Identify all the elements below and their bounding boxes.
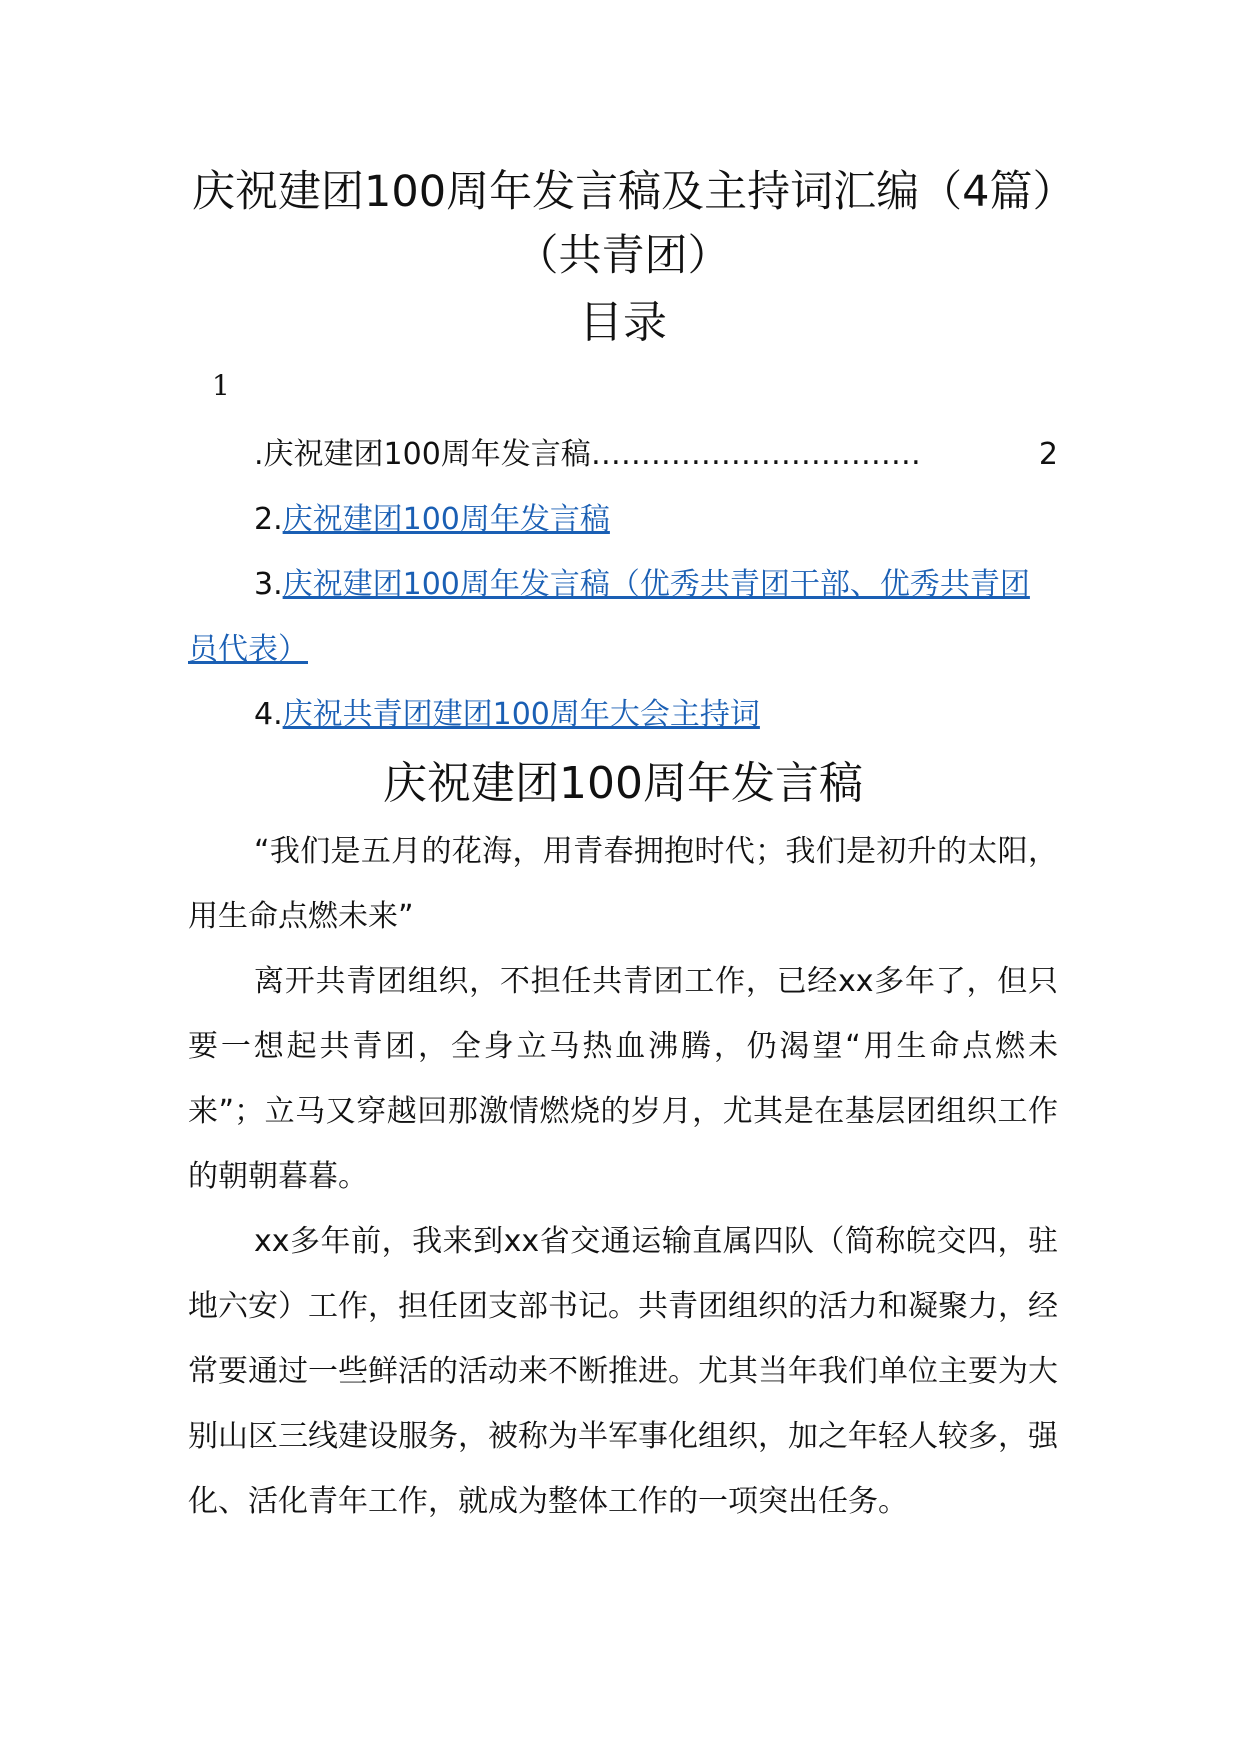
- toc-item-prefix: 2.: [254, 502, 283, 537]
- toc-leader-dots: ……………………………: [590, 437, 921, 472]
- toc-link-2[interactable]: 庆祝建团100周年发言稿: [282, 502, 610, 537]
- toc-item-prefix: 3.: [254, 567, 283, 602]
- toc-item-label: 庆祝建团100周年发言稿: [263, 437, 591, 472]
- toc-item-page: 2: [1038, 437, 1058, 472]
- toc-item-1[interactable]: [188, 422, 1058, 487]
- document-title: 庆祝建团100周年发言稿及主持词汇编（4篇）（共青团）: [192, 167, 1054, 281]
- toc-heading: 目录: [579, 297, 667, 348]
- toc-item-prefix: .: [254, 437, 264, 472]
- toc-link-4[interactable]: 庆祝共青团建团100周年大会主持词: [282, 697, 760, 732]
- section-title: 庆祝建团100周年发言稿: [383, 758, 863, 809]
- body-paragraph: 离开共青团组织，不担任共青团工作，已经xx多年了，但只要一想起共青团，全身立马热血沸腾，仍渴望“用生命点燃未来”；立马又穿越回那激情燃烧的岁月，尤其是在基层团组织工作的朝朝暮暮。: [188, 964, 1058, 1194]
- toc-first-number: 1: [212, 369, 230, 402]
- toc-link-3[interactable]: 庆祝建团100周年发言稿（优秀共青团干部、优秀共青团员代表）: [188, 567, 1030, 667]
- toc-item-3: [188, 552, 1058, 682]
- document-page: [188, 160, 1058, 1534]
- toc-item-prefix: 4.: [254, 697, 283, 732]
- toc-item-4: [188, 682, 1058, 747]
- body-paragraph: “我们是五月的花海，用青春拥抱时代；我们是初升的太阳，用生命点燃未来”: [188, 834, 1058, 934]
- toc-item-2: [188, 487, 1058, 552]
- body-paragraph: xx多年前，我来到xx省交通运输直属四队（简称皖交四，驻地六安）工作，担任团支部书记。共青团组织的活力和凝聚力，经常要通过一些鲜活的活动来不断推进。尤其当年我们单位主要为大别山区三线建设服务，被称为半军事化组织，加之年轻人较多，强化、活化青年工作，就成为整体工作的一项突出任务。: [188, 1224, 1058, 1519]
- table-of-contents: [188, 422, 1058, 747]
